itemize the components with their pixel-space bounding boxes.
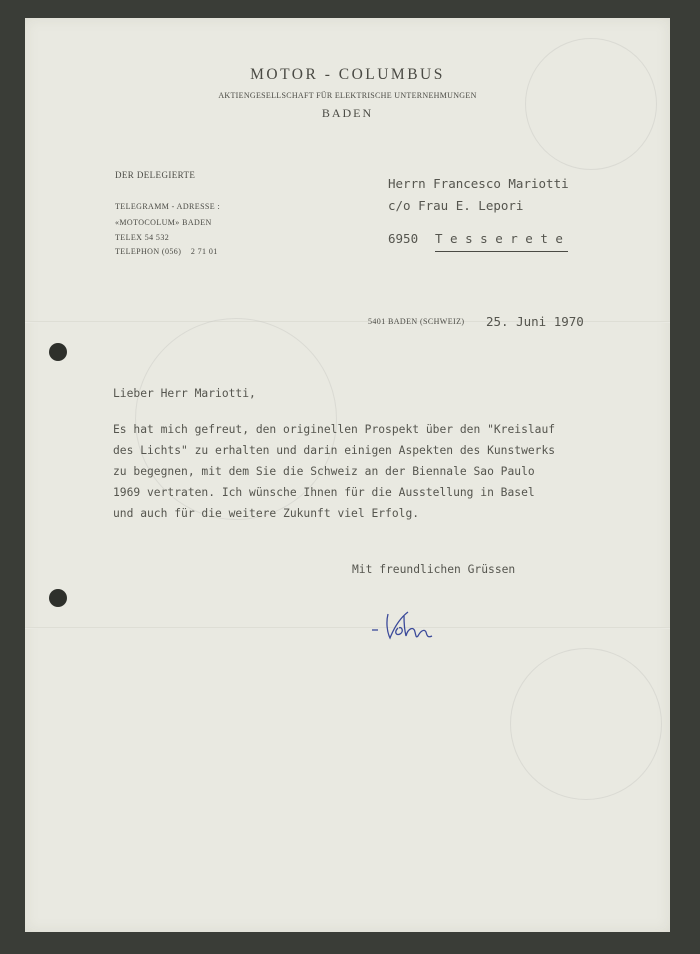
company-subtitle: AKTIENGESELLSCHAFT FÜR ELEKTRISCHE UNTERNEHMUNGEN	[218, 91, 477, 100]
closing: Mit freundlichen Grüssen	[352, 563, 516, 576]
body-line: und auch für die weitere Zukunft viel Erfolg.	[113, 507, 420, 520]
signature-icon	[370, 606, 460, 646]
telegram-address: «MOTOCOLUM» BADEN	[115, 218, 212, 227]
body-line: 1969 vertraten. Ich wünsche Ihnen für die Ausstellung in Basel	[113, 486, 535, 499]
letter-paper	[25, 18, 670, 932]
recipient-careof: c/o Frau E. Lepori	[388, 198, 524, 213]
salutation: Lieber Herr Mariotti,	[113, 387, 256, 400]
body-line: zu begegnen, mit dem Sie die Schweiz an der Biennale Sao Paulo	[113, 465, 535, 478]
town-underline	[435, 251, 568, 252]
recipient-town: T e s s e r e t e	[435, 231, 563, 246]
recipient-postcode: 6950	[388, 231, 419, 246]
fold-line	[25, 627, 670, 629]
watermark	[510, 648, 662, 800]
recipient-name: Herrn Francesco Mariotti	[388, 176, 569, 191]
telex-number: TELEX 54 532	[115, 233, 170, 242]
body-line: Es hat mich gefreut, den originellen Prospekt über den "Kreislauf	[113, 423, 556, 436]
body-line: des Lichts" zu erhalten und darin einigen Aspekten des Kunstwerks	[113, 444, 556, 457]
department-label: DER DELEGIERTE	[115, 170, 196, 180]
telephone-number: TELEPHON (056) 2 71 01	[115, 247, 218, 256]
watermark	[525, 38, 657, 170]
punch-hole	[49, 589, 67, 607]
punch-hole	[49, 343, 67, 361]
letter-date: 25. Juni 1970	[486, 314, 584, 329]
company-city: BADEN	[321, 106, 374, 120]
telegram-label: TELEGRAMM - ADRESSE :	[115, 202, 221, 211]
dateline-place: 5401 BADEN (SCHWEIZ)	[368, 317, 465, 326]
company-name: MOTOR - COLUMBUS	[250, 66, 445, 83]
signature	[370, 606, 460, 651]
